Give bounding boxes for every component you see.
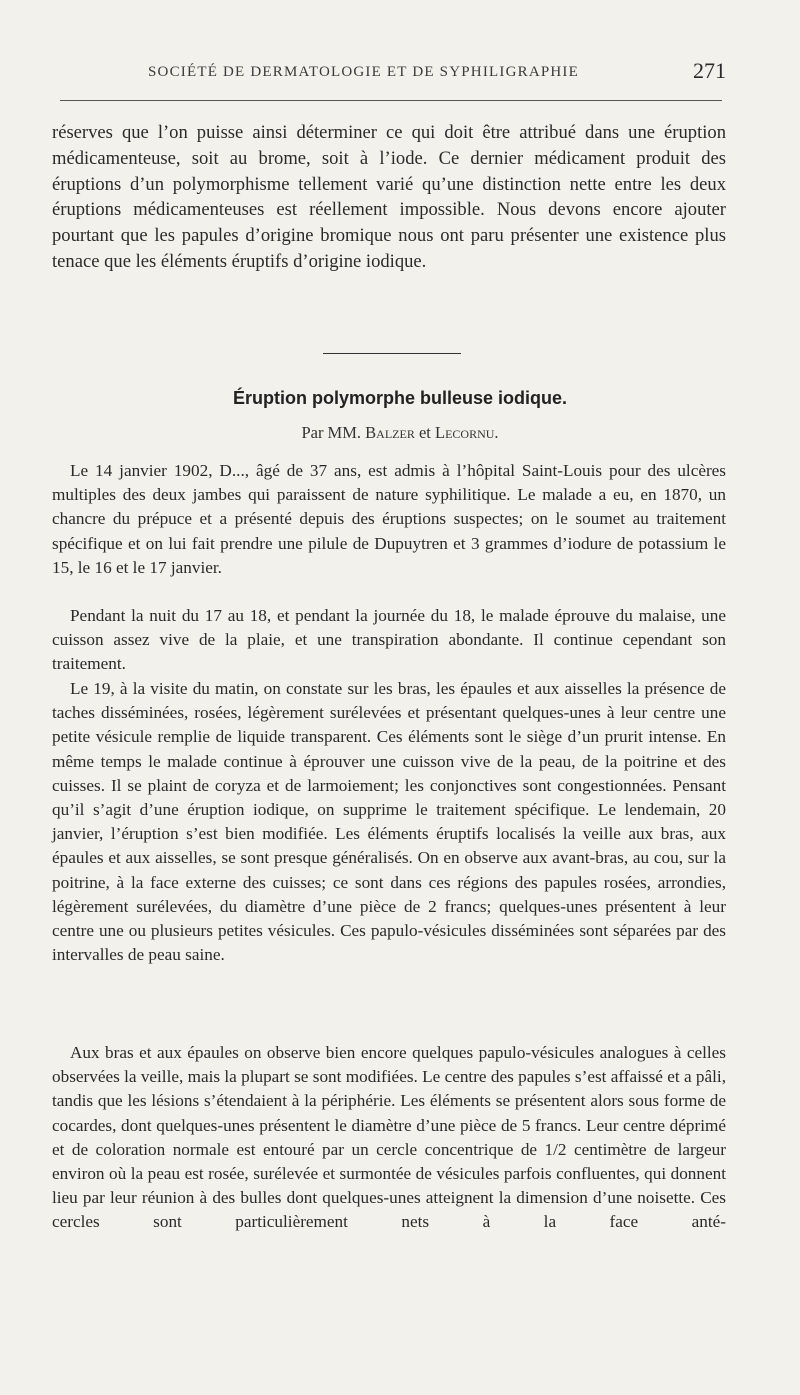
article-paragraph: Aux bras et aux épaules on observe bien encore quelques papulo-vésicules analogues à celles observées la veille, mais la plupart se sont modifiées. Le centre des papules s’est affaissé et a pâli, tandis que les lésions s’étendaient à la périphérie. Les éléments se présentent alors sous forme de cocardes, dont quelques-unes présentent le diamètre d’une pièce de 5 francs. Leur centre déprimé et de coloration normale est entouré par un cercle concentrique de 1/2 centimètre de largeur environ où la peau est rosée, surélevée et surmontée de vésicules parfois confluentes, qui donnent lieu par leur réunion à des bulles dont quelques-unes atteignent la dimension d’une noisette. Ces cercles sont particulièrement nets à la face anté- (52, 1043, 726, 1232)
byline-conjunction: et (418, 423, 431, 442)
header-rule (60, 100, 722, 101)
running-title: SOCIÉTÉ DE DERMATOLOGIE ET DE SYPHILIGRAPHIE (148, 64, 579, 80)
article-title: Éruption polymorphe bulleuse iodique. (232, 388, 567, 408)
byline-prefix: Par MM. (301, 423, 362, 442)
running-header (52, 60, 726, 86)
article-paragraph: Pendant la nuit du 17 au 18, et pendant la journée du 18, le malade éprouve du malaise, une cuisson assez vive de la plaie, et une transpiration abondante. Il continue cependant son traitement. (52, 606, 726, 674)
author-name: Lecornu. (435, 423, 499, 442)
page-number: 271 (693, 58, 726, 83)
author-name: Balzer (365, 423, 415, 442)
byline (0, 423, 800, 443)
intro-paragraph: réserves que l’on puisse ainsi déterminer ce qui doit être attribué dans une éruption médicamenteuse, soit au brome, soit à l’iode. Ce dernier médicament produit des éruptions d’un polymorphisme tellement varié qu’une distinction nette entre les deux éruptions médicamenteuses est réellement impossible. Nous devons encore ajouter pourtant que les papules d’origine bromique nous ont paru présenter une existence plus tenace que les éléments éruptifs d’origine iodique. (52, 122, 726, 272)
article-paragraph: Le 19, à la visite du matin, on constate sur les bras, les épaules et aux aisselles la présence de taches disséminées, rosées, légèrement surélevées et présentant quelques-unes à leur centre une petite vésicule remplie de liquide transparent. Ces éléments sont le siège d’un prurit intense. En même temps le malade continue à éprouver une cuisson vive de la peau, de la poitrine et des cuisses. Il se plaint de coryza et de larmoiement; les conjonctives sont congestionnées. Pensant qu’il s’agit d’une éruption iodique, on supprime le traitement spécifique. Le lendemain, 20 janvier, l’éruption s’est bien modifiée. Les éléments éruptifs localisés la veille aux bras, aux épaules et aux aisselles, se sont presque généralisés. On en observe aux avant-bras, au cou, sur la poitrine, à la face externe des cuisses; ce sont dans ces régions des papules rosées, arrondies, légèrement surélevées, du diamètre d’une pièce de 2 francs; quelques-unes présentent à leur centre une ou plusieurs petites vésicules. Ces papulo-vésicules disséminées sont séparées par des intervalles de peau saine. (52, 679, 726, 965)
section-divider (323, 353, 461, 354)
article-paragraph: Le 14 janvier 1902, D..., âgé de 37 ans, est admis à l’hôpital Saint-Louis pour des ulcères multiples des deux jambes qui paraissent de nature syphilitique. Le malade a eu, en 1870, un chancre du prépuce et a présenté depuis des éruptions suspectes; on le soumet au traitement spécifique et on lui fait prendre une pilule de Dupuytren et 3 grammes d’iodure de potassium le 15, le 16 et le 17 janvier. (52, 461, 726, 577)
